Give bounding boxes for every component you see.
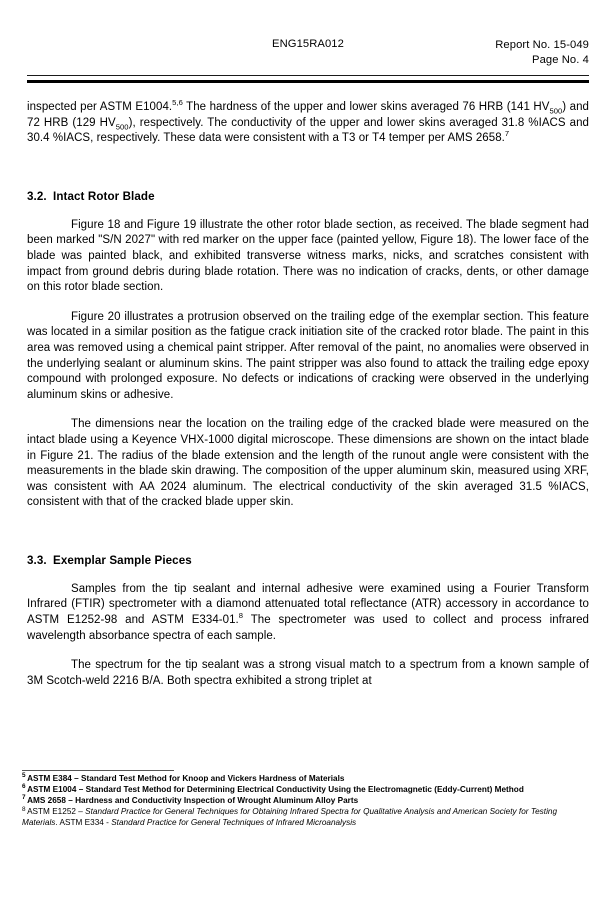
section-3-3-title: Exemplar Sample Pieces [53, 553, 192, 567]
footnote-7-marker: 7 [22, 794, 26, 802]
footnote-7-text: AMS 2658 – Hardness and Conductivity Inspection of Wrought Aluminum Alloy Parts [27, 796, 359, 806]
footnote-8-text-italic-2: Standard Practice for General Techniques of Infrared Microanalysis [111, 817, 357, 827]
spacer-before-section-3-3 [27, 525, 589, 541]
page-header [27, 38, 589, 74]
section-3-2-number: 3.2. [27, 189, 47, 203]
header-right-block [495, 38, 589, 67]
para5-text-b: The spectrometer was used to collect and process infrared wavelength absorbance spectra of each sample. [27, 614, 589, 642]
footnote-6 [22, 785, 592, 796]
footnote-6-marker: 6 [22, 783, 26, 791]
paragraph-dimensions-microscope: The dimensions near the location on the trailing edge of the cracked blade were measured on the intact blade using a Keyence VHX-1000 digital microscope. These dimensions are shown on the intact blade in Figure 21. The radius of the blade extension and the length of the runout angle were consistent with the measurements in the blade skin drawing. The composition of the upper aluminum skin, measured using XRF, was consistent with AA 2024 aluminum. The electrical conductivity of the skin averaged 31.5 %IACS, consistent with that of the cracked blade upper skin. [27, 418, 589, 509]
footnote-ref-7: 7 [504, 129, 510, 139]
paragraph-continued-hardness [27, 100, 589, 147]
footnote-separator [22, 770, 174, 771]
section-3-3-number: 3.3. [27, 553, 47, 567]
footnote-7 [22, 796, 592, 807]
spacer-before-section-3-2 [27, 161, 589, 177]
para1-text-c: ) and 72 HRB (129 HV [27, 101, 589, 129]
section-3-2-title: Intact Rotor Blade [53, 189, 155, 203]
report-number: Report No. 15-049 [495, 39, 589, 51]
hv-subscript-500-a: 500 [549, 106, 563, 116]
para1-text-b: The hardness of the upper and lower skins averaged 76 HRB (141 HV [182, 101, 550, 113]
footnote-8-marker: 8 [22, 805, 26, 813]
section-heading-3-3 [27, 553, 589, 568]
footnote-6-text: ASTM E1004 – Standard Test Method for Determining Electrical Conductivity Using the Electromagnetic (Eddy-Current) Method [27, 785, 524, 795]
page-number: Page No. 4 [532, 53, 589, 66]
footnote-5-text: ASTM E384 – Standard Test Method for Knoop and Vickers Hardness of Materials [27, 774, 345, 783]
footnote-8-text-italic-1: Standard Practice for General Techniques for Obtaining Infrared Spectra for Qualitative Analysis and American Society for Testing Materials [22, 807, 558, 827]
para1-text-d: ), respectively. The conductivity of the upper and lower skins averaged 31.8 %IACS and 30.4 %IACS, respectively. These data were consistent with a T3 or T4 temper per AMS 2658. [27, 116, 589, 145]
footnote-8-text-plain-1: ASTM E1252 – [27, 807, 86, 817]
section-heading-3-2 [27, 189, 589, 204]
paragraph-protrusion-trailing-edge: Figure 20 illustrates a protrusion observed on the trailing edge of the exemplar section. This feature was located in a similar position as the fatigue crack initiation site of the cracked rotor blade. The paint in this area was removed using a chemical paint stripper. After removal of the paint, no anomalies were observed in the underlying sealant or aluminum skins. The paint stripper was also found to attack the trailing edge epoxy compound with prolonged exposure. No defects or indications of cracking were observed in the underlying aluminum skins or adhesive. [27, 310, 589, 401]
paragraph-intact-blade-overview: Figure 18 and Figure 19 illustrate the other rotor blade section, as received. The blade segment had been marked "S/N 2027" with red marker on the upper face (painted yellow, Figure 18). The lower face of the blade was painted black, and exhibited transverse witness marks, nicks, and scratches consistent with impact from ground debris during blade rotation. There was no indication of cracks, dents, or other damage on this rotor blade section. [27, 218, 589, 294]
footnote-8-text-plain-2: . ASTM E334 - [55, 817, 112, 827]
paragraph-ftir-samples [27, 582, 589, 644]
header-divider-thick [27, 80, 589, 83]
footnote-block [22, 774, 592, 829]
document-id: ENG15RA012 [272, 38, 344, 50]
paragraph-tip-sealant-spectrum: The spectrum for the tip sealant was a strong visual match to a spectrum from a known sample of 3M Scotch-weld 2216 B/A. Both spectra exhibited a strong triplet at [27, 659, 589, 687]
footnote-5-marker: 5 [22, 772, 26, 780]
header-divider-thin [27, 75, 589, 76]
footnote-8 [22, 807, 592, 828]
para1-text-a: inspected per ASTM E1004. [27, 101, 173, 113]
footnote-5 [22, 774, 592, 785]
hv-subscript-500-b: 500 [115, 121, 129, 131]
para5-text-a: Samples from the tip sealant and internal adhesive were examined using a Fourier Transform Infrared (FTIR) spectrometer with a diamond attenuated total reflectance (ATR) accessory in accordance to ASTM E1252-98 and ASTM E334-01. [27, 582, 589, 627]
footnote-ref-8: 8 [238, 611, 244, 621]
page-body [27, 100, 589, 703]
footnote-ref-5-6: 5,6 [172, 98, 183, 108]
